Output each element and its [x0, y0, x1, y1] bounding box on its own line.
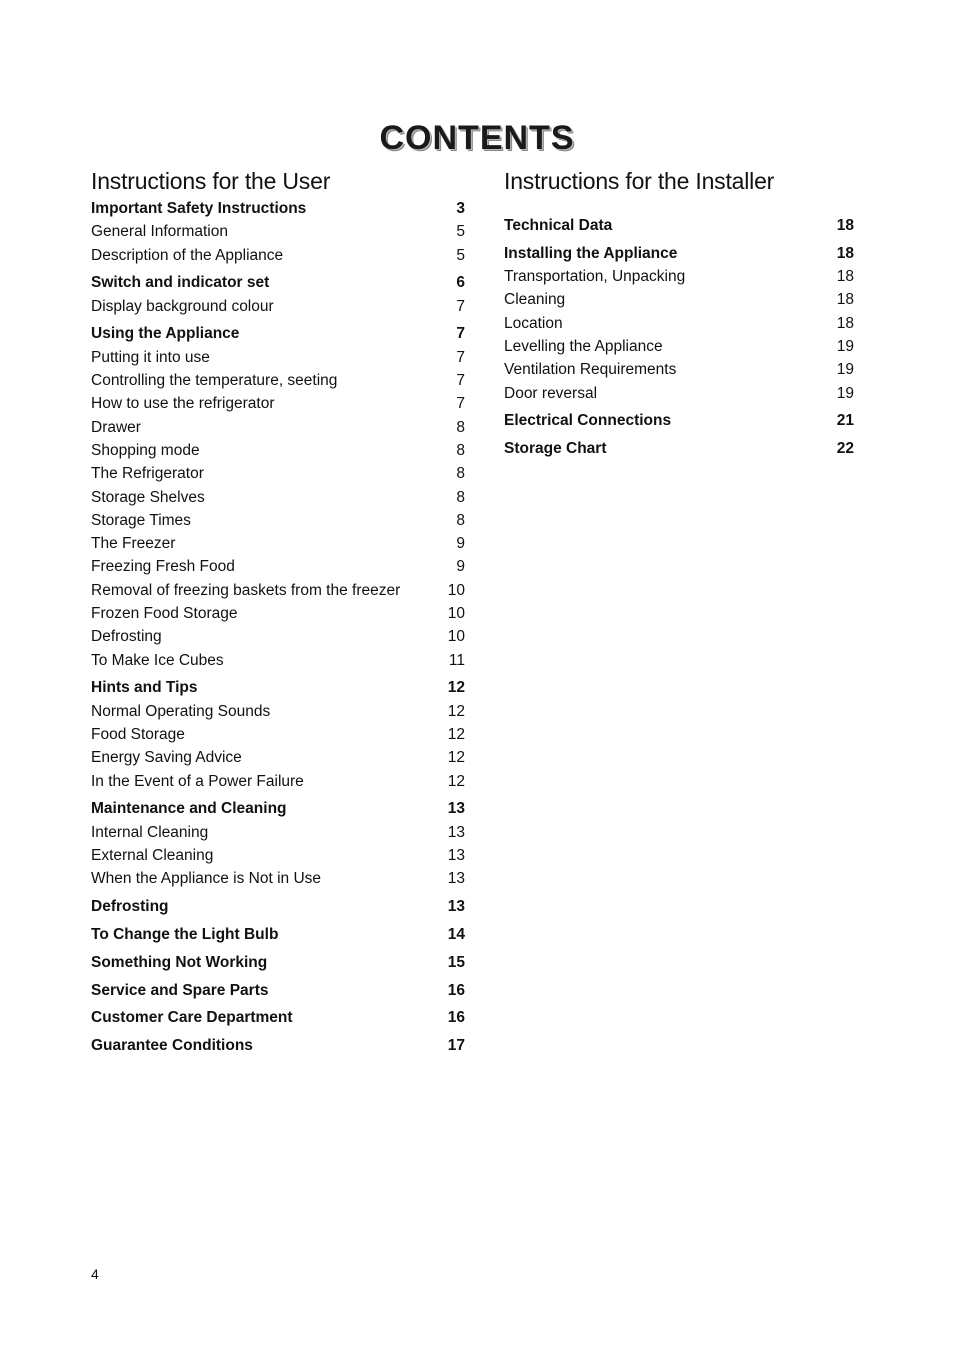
toc-entry-page: 19 [836, 384, 854, 402]
toc-entry-label: Removal of freezing baskets from the freezer [91, 581, 401, 599]
toc-entry-label: Ventilation Requirements [504, 361, 677, 379]
toc-entry-label: Guarantee Conditions [91, 1037, 253, 1055]
toc-entry-label: Controlling the temperature, seeting [91, 372, 338, 390]
toc-entry-label: Shopping mode [91, 441, 200, 459]
toc-entry-label: Putting it into use [91, 348, 210, 366]
toc-entry [504, 335, 854, 358]
toc-entry [504, 288, 854, 311]
toc-entry [91, 532, 465, 555]
toc-entry [91, 1034, 465, 1057]
toc-entry [91, 439, 465, 462]
toc-entry-label: When the Appliance is Not in Use [91, 870, 322, 888]
toc-entry-label: Storage Shelves [91, 488, 205, 506]
toc-entry-label: Cleaning [504, 291, 566, 309]
toc-entry-label: External Cleaning [91, 847, 214, 865]
toc-entry-page: 16 [447, 1009, 465, 1027]
toc-entry-label: Defrosting [91, 898, 169, 916]
toc-entry-page: 14 [447, 925, 465, 943]
toc-entry [91, 579, 465, 602]
toc-entry [91, 770, 465, 793]
toc-entry-label: To Make Ice Cubes [91, 651, 224, 669]
toc-entry [91, 555, 465, 578]
toc-entry-label: Switch and indicator set [91, 274, 270, 292]
toc-entry [91, 649, 465, 672]
toc-entry-page: 8 [456, 465, 465, 483]
toc-entry [91, 797, 465, 820]
toc-entry-page: 18 [836, 244, 854, 262]
toc-entry-page: 12 [447, 772, 465, 790]
toc-entry-label: Technical Data [504, 217, 613, 234]
toc-entry-page: 11 [448, 651, 465, 669]
toc-entry-label: Maintenance and Cleaning [91, 800, 287, 818]
toc-entry-page: 8 [456, 418, 465, 436]
toc-entry [91, 486, 465, 509]
installer-contents-column [504, 166, 854, 460]
toc-entry-label: Food Storage [91, 726, 185, 744]
toc-entry-page: 13 [447, 847, 465, 865]
toc-entry [91, 867, 465, 890]
toc-entry-page: 19 [836, 337, 854, 355]
toc-entry-page: 8 [456, 441, 465, 459]
toc-entry [504, 382, 854, 405]
toc-entry-label: Normal Operating Sounds [91, 702, 271, 720]
toc-entry-page: 19 [836, 361, 854, 379]
toc-entry [91, 923, 465, 946]
toc-entry [91, 197, 465, 220]
toc-entry [504, 358, 854, 381]
toc-entry-page: 12 [447, 726, 465, 744]
toc-entry-page: 7 [456, 297, 465, 315]
toc-entry [91, 392, 465, 415]
user-section-heading: Instructions for the User [91, 168, 331, 194]
toc-entry-page: 7 [456, 348, 465, 366]
toc-entry-label: Electrical Connections [504, 412, 672, 430]
toc-entry-page: 18 [836, 314, 854, 332]
toc-entry [91, 244, 465, 267]
toc-entry [504, 437, 854, 460]
toc-entry-page: 3 [456, 200, 465, 217]
toc-entry [91, 509, 465, 532]
toc-entry-label: Service and Spare Parts [91, 981, 269, 999]
toc-entry-label: Customer Care Department [91, 1009, 293, 1027]
toc-entry-page: 18 [836, 268, 854, 286]
toc-entry [504, 242, 854, 265]
toc-entry [91, 844, 465, 867]
toc-entry-label: Hints and Tips [91, 679, 198, 697]
toc-entry-page: 18 [836, 217, 854, 234]
toc-entry [91, 625, 465, 648]
toc-entry-page: 5 [456, 223, 465, 241]
toc-entry-label: Energy Saving Advice [91, 749, 242, 767]
toc-entry [91, 951, 465, 974]
toc-entry [91, 895, 465, 918]
toc-entry [504, 265, 854, 288]
toc-entry-page: 10 [447, 628, 465, 646]
toc-entry-page: 7 [456, 372, 465, 390]
toc-entry-label: Door reversal [504, 384, 598, 402]
toc-entry-page: 9 [456, 558, 465, 576]
toc-entry-label: Frozen Food Storage [91, 605, 238, 623]
user-contents-column [91, 166, 465, 1057]
toc-entry [91, 821, 465, 844]
toc-entry-label: The Freezer [91, 535, 176, 553]
toc-entry [91, 346, 465, 369]
toc-entry-page: 7 [456, 395, 465, 413]
installer-toc-list [504, 214, 854, 460]
toc-entry-page: 12 [447, 679, 465, 697]
toc-entry [91, 1006, 465, 1029]
toc-entry [91, 369, 465, 392]
toc-entry-page: 7 [456, 325, 465, 343]
toc-entry [91, 220, 465, 243]
toc-entry-label: Storage Chart [504, 440, 607, 458]
installer-section-heading: Instructions for the Installer [504, 168, 775, 194]
toc-entry-label: Internal Cleaning [91, 823, 209, 841]
toc-entry [504, 312, 854, 335]
toc-entry-page: 6 [456, 274, 465, 292]
toc-entry-label: Levelling the Appliance [504, 337, 663, 355]
toc-entry-page: 13 [447, 898, 465, 916]
page-title: CONTENTS [379, 118, 575, 157]
toc-entry-page: 12 [447, 749, 465, 767]
toc-entry [504, 409, 854, 432]
toc-entry-page: 10 [447, 581, 465, 599]
toc-entry-page: 18 [836, 291, 854, 309]
toc-entry-page: 22 [836, 440, 854, 458]
toc-entry-page: 16 [447, 981, 465, 999]
toc-entry [91, 295, 465, 318]
toc-entry-page: 13 [447, 800, 465, 818]
toc-entry-label: To Change the Light Bulb [91, 925, 279, 943]
toc-entry-page: 13 [447, 870, 465, 888]
toc-entry-page: 8 [456, 488, 465, 506]
toc-entry-page: 13 [447, 823, 465, 841]
toc-entry-label: Something Not Working [91, 953, 268, 971]
page-number: 4 [91, 1266, 99, 1282]
toc-entry-label: Important Safety Instructions [91, 200, 307, 217]
user-toc-list [91, 197, 465, 1057]
toc-entry [91, 462, 465, 485]
toc-entry-page: 21 [836, 412, 854, 430]
toc-entry [504, 214, 854, 237]
toc-entry-page: 12 [447, 702, 465, 720]
toc-entry-label: Defrosting [91, 628, 162, 646]
toc-entry-label: Storage Times [91, 511, 191, 529]
toc-entry-label: Freezing Fresh Food [91, 558, 235, 576]
toc-entry [91, 746, 465, 769]
toc-entry-page: 17 [447, 1037, 465, 1055]
toc-entry-label: Display background colour [91, 297, 274, 315]
toc-entry [91, 271, 465, 294]
toc-entry-label: How to use the refrigerator [91, 395, 275, 413]
toc-entry [91, 416, 465, 439]
toc-entry-label: In the Event of a Power Failure [91, 772, 304, 790]
toc-entry-label: Description of the Appliance [91, 246, 284, 264]
toc-entry [91, 723, 465, 746]
toc-entry-label: Installing the Appliance [504, 244, 678, 262]
toc-entry-label: Using the Appliance [91, 325, 240, 343]
toc-entry-label: Drawer [91, 418, 141, 436]
toc-entry [91, 602, 465, 625]
toc-entry [91, 676, 465, 699]
toc-entry-label: Location [504, 314, 563, 332]
toc-entry-page: 10 [447, 605, 465, 623]
toc-entry [91, 979, 465, 1002]
toc-entry-page: 5 [456, 246, 465, 264]
toc-entry [91, 700, 465, 723]
toc-entry-page: 9 [456, 535, 465, 553]
toc-entry-page: 8 [456, 511, 465, 529]
toc-entry-label: The Refrigerator [91, 465, 204, 483]
toc-entry-page: 15 [447, 953, 465, 971]
toc-entry-label: Transportation, Unpacking [504, 268, 686, 286]
toc-entry-label: General Information [91, 223, 228, 241]
toc-entry [91, 322, 465, 345]
